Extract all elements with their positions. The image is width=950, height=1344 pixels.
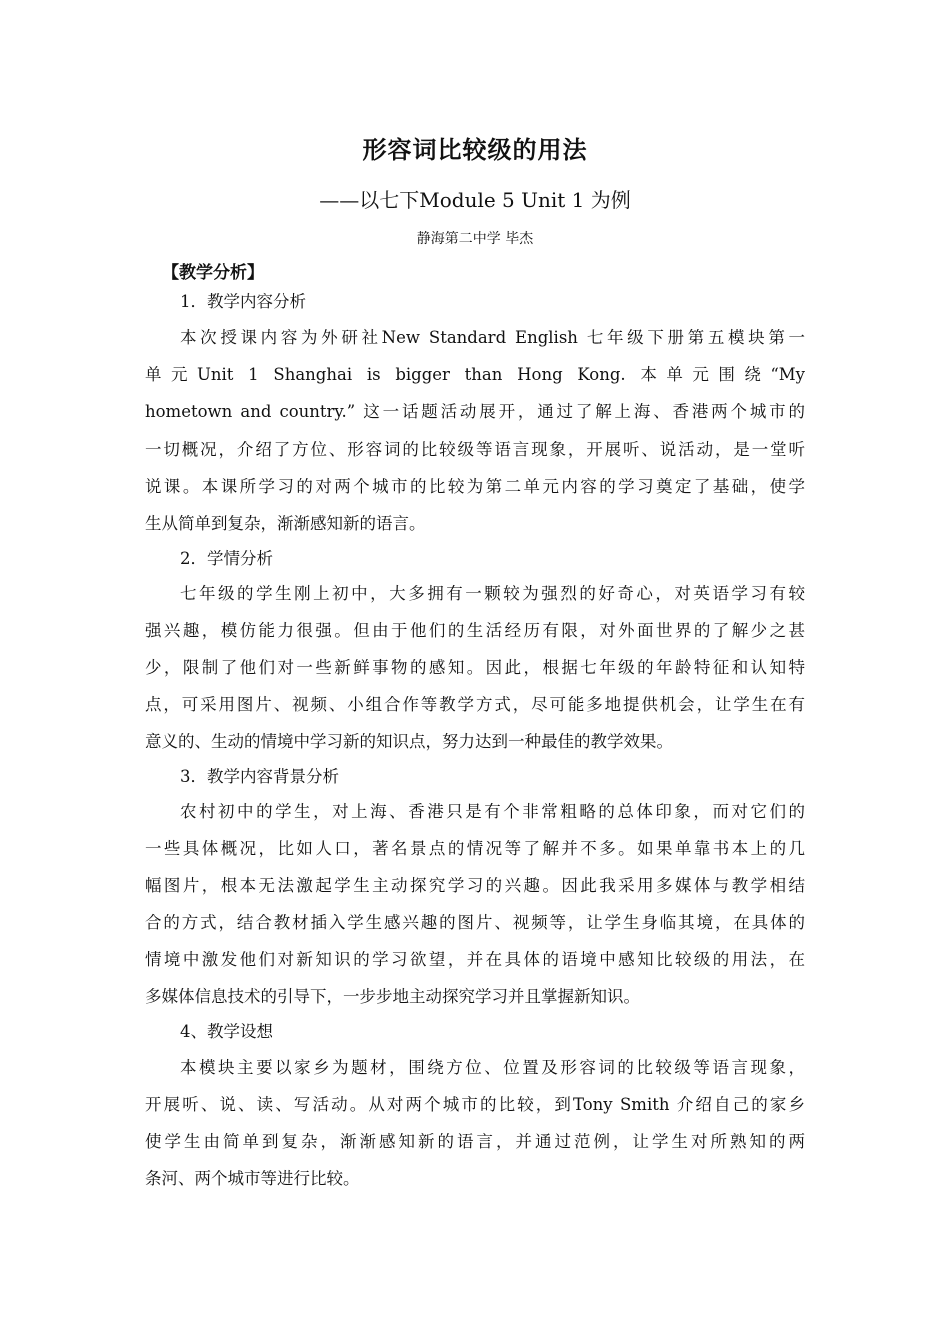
subheading: 3．教学内容背景分析 [180, 767, 339, 786]
paragraph-line: 情境中激发他们对新知识的学习欲望，并在具体的语境中感知比较级的用法，在 [145, 950, 805, 969]
page-subtitle: ——以七下Module 5 Unit 1 为例 [319, 188, 631, 212]
paragraph-line: 本次授课内容为外研社New Standard English 七年级下册第五模块第一 [180, 328, 805, 347]
paragraph-line: 本模块主要以家乡为题材，围绕方位、位置及形容词的比较级等语言现象， [180, 1058, 805, 1077]
paragraph-line: 一些具体概况，比如人口，著名景点的情况等了解并不多。如果单靠书本上的几 [145, 839, 805, 858]
paragraph-line: 使学生由简单到复杂，渐渐感知新的语言，并通过范例，让学生对所熟知的两 [145, 1132, 805, 1151]
subheading: 1．教学内容分析 [180, 292, 306, 311]
paragraph-line: 单元Unit 1 Shanghai is bigger than Hong Kong. 本单元围绕“My [145, 365, 805, 384]
paragraph-line: 农村初中的学生，对上海、香港只是有个非常粗略的总体印象，而对它们的 [180, 802, 805, 821]
page-title: 形容词比较级的用法 [362, 136, 588, 164]
paragraph-line: 意义的、生动的情境中学习新的知识点，努力达到一种最佳的教学效果。 [145, 732, 673, 751]
paragraph-line: 点，可采用图片、视频、小组合作等教学方式，尽可能多地提供机会，让学生在有 [145, 695, 805, 714]
paragraph-line: 多媒体信息技术的引导下，一步步地主动探究学习并且掌握新知识。 [145, 987, 640, 1006]
paragraph-line: hometown and country.” 这一话题活动展开，通过了解上海、香港两个城市的 [145, 402, 805, 421]
paragraph-line: 说课。本课所学习的对两个城市的比较为第二单元内容的学习奠定了基础，使学 [145, 477, 805, 496]
paragraph-line: 一切概况，介绍了方位、形容词的比较级等语言现象，开展听、说活动，是一堂听 [145, 440, 805, 459]
paragraph-line: 生从简单到复杂，渐渐感知新的语言。 [145, 514, 426, 533]
paragraph-line: 条河、两个城市等进行比较。 [145, 1169, 360, 1188]
author-line: 静海第二中学 毕杰 [416, 231, 534, 247]
paragraph-line: 开展听、说、读、写活动。从对两个城市的比较，到Tony Smith 介绍自己的家乡 [145, 1095, 805, 1114]
section-heading: 【教学分析】 [162, 263, 264, 283]
subheading: 4、教学设想 [180, 1022, 273, 1041]
paragraph-line: 少，限制了他们对一些新鲜事物的感知。因此，根据七年级的年龄特征和认知特 [145, 658, 805, 677]
subheading: 2．学情分析 [180, 549, 273, 568]
paragraph-line: 幅图片，根本无法激起学生主动探究学习的兴趣。因此我采用多媒体与教学相结 [145, 876, 805, 895]
paragraph-line: 强兴趣，模仿能力很强。但由于他们的生活经历有限，对外面世界的了解少之甚 [145, 621, 805, 640]
paragraph-line: 合的方式，结合教材插入学生感兴趣的图片、视频等，让学生身临其境，在具体的 [145, 913, 805, 932]
paragraph-line: 七年级的学生刚上初中，大多拥有一颗较为强烈的好奇心，对英语学习有较 [180, 584, 805, 603]
